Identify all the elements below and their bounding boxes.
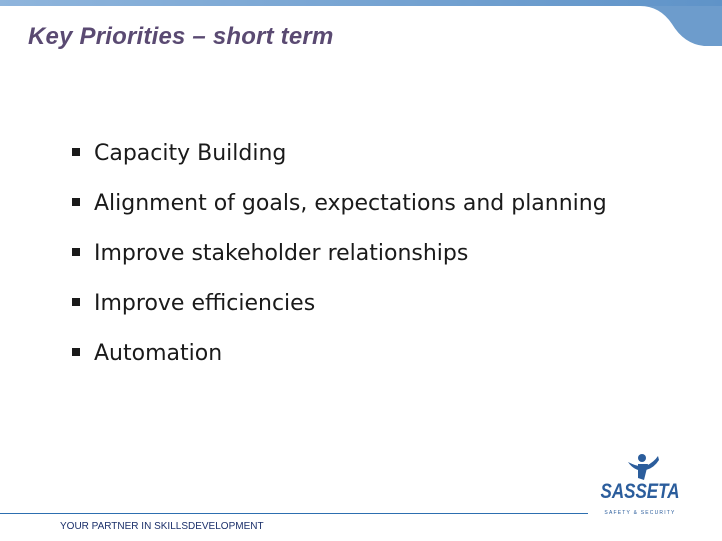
bullet-text: Alignment of goals, expectations and planning [94,191,607,216]
square-bullet-icon [72,248,80,256]
logo-wordmark: SASSETA [600,480,680,504]
bullet-text: Capacity Building [94,141,287,166]
bullet-item [72,286,607,336]
bullet-list [72,136,607,386]
footer-tagline: YOUR PARTNER IN SKILLSDEVELOPMENT [60,521,264,532]
footer-divider [0,513,588,514]
bullet-text: Automation [94,341,223,366]
slide-title: Key Priorities – short term [28,23,334,50]
bullet-text: Improve stakeholder relationships [94,241,469,266]
logo-subtitle: SAFETY & SECURITY [604,510,676,516]
bullet-item [72,336,607,386]
square-bullet-icon [72,148,80,156]
bullet-item [72,136,607,186]
square-bullet-icon [72,298,80,306]
bullet-item [72,186,607,236]
square-bullet-icon [72,198,80,206]
square-bullet-icon [72,348,80,356]
bullet-text: Improve efficiencies [94,291,316,316]
figure-icon [628,454,659,480]
sasseta-logo [598,452,682,518]
bullet-item [72,236,607,286]
